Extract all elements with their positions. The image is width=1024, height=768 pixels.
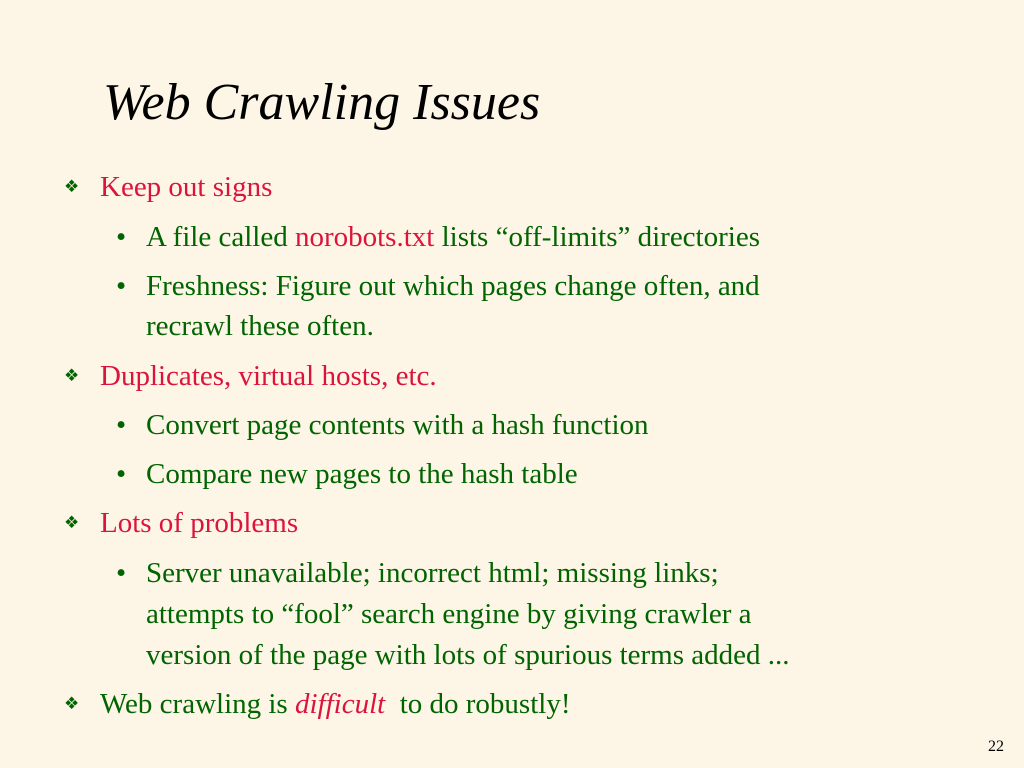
bullet-item-server-unavailable: • Server unavailable; incorrect html; missing links; — [146, 554, 719, 592]
section-heading-keep-out-signs: ❖ Keep out signs — [100, 168, 272, 206]
bullet-item-hash-function: • Convert page contents with a hash function — [146, 406, 649, 444]
bullet-item-server-cont: attempts to “fool” search engine by giving crawler a — [146, 598, 752, 630]
page-number: 22 — [988, 738, 1004, 755]
norobots-highlight: norobots.txt — [294, 221, 435, 253]
bullet-dot-icon: • — [116, 221, 127, 253]
final-statement: ❖ Web crawling is difficult to do robustly! — [100, 685, 570, 723]
bullet-item-server-cont2: version of the page with lots of spurious terms added ... — [146, 639, 790, 671]
bullet-item-hash-table: • Compare new pages to the hash table — [146, 455, 578, 493]
diamond-bullet-icon: ❖ — [64, 366, 80, 385]
section-heading-lots-of-problems: ❖ Lots of problems — [100, 504, 298, 542]
diamond-bullet-icon: ❖ — [64, 694, 80, 713]
bullet-item-freshness-cont: recrawl these often. — [146, 310, 374, 342]
bullet-item-norobots: • A file called norobots.txt lists “off-limits” directories — [146, 218, 760, 256]
bullet-dot-icon: • — [116, 270, 127, 302]
diamond-bullet-icon: ❖ — [64, 177, 80, 196]
difficult-emphasis: difficult — [294, 688, 386, 720]
slide-title: Web Crawling Issues — [103, 74, 541, 131]
diamond-bullet-icon: ❖ — [64, 513, 80, 532]
bullet-item-freshness: • Freshness: Figure out which pages change often, and — [146, 267, 760, 305]
bullet-dot-icon: • — [116, 409, 127, 441]
section-heading-duplicates: ❖ Duplicates, virtual hosts, etc. — [100, 357, 437, 395]
bullet-dot-icon: • — [116, 557, 127, 589]
bullet-dot-icon: • — [116, 458, 127, 490]
